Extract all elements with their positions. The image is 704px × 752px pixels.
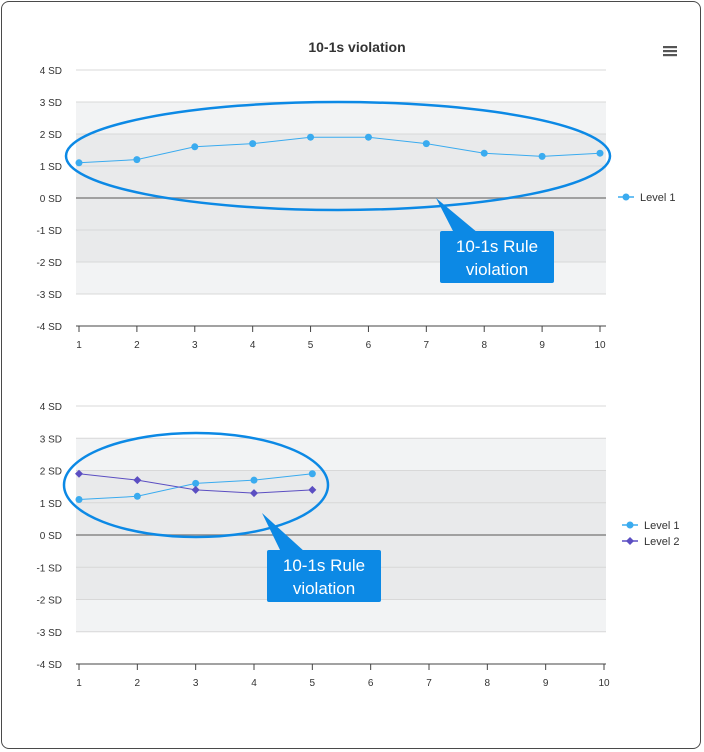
y-tick-label: 2 SD: [39, 466, 62, 478]
data-point: [307, 134, 314, 141]
x-tick-label: 6: [365, 340, 372, 351]
data-point: [133, 156, 140, 163]
y-tick-label: 1 SD: [39, 162, 62, 173]
x-tick-label: 3: [192, 678, 199, 689]
x-tick-label: 1: [76, 678, 82, 689]
y-tick-label: -3 SD: [36, 290, 62, 301]
chart-title: 10-1s violation: [308, 39, 406, 55]
x-tick-label: 3: [191, 340, 198, 351]
data-point: [309, 470, 316, 477]
data-point: [423, 140, 430, 147]
data-point: [539, 153, 546, 160]
x-tick-label: 9: [542, 678, 549, 689]
data-point: [134, 493, 141, 500]
hamburger-menu-icon[interactable]: [663, 46, 677, 56]
callout-text-line: 10-1s Rule: [282, 556, 366, 575]
legend-marker: [623, 194, 630, 201]
x-tick-label: 1: [76, 340, 82, 351]
x-tick-label: 7: [426, 678, 432, 689]
y-tick-label: 4 SD: [39, 402, 62, 413]
y-tick-label: 2 SD: [39, 130, 62, 141]
data-point: [251, 477, 258, 484]
x-tick-label: 5: [307, 340, 314, 351]
y-tick-label: -1 SD: [36, 563, 62, 575]
chart-top: [36, 66, 675, 351]
data-point: [365, 134, 372, 141]
x-tick-label: 6: [367, 678, 374, 689]
x-tick-label: 4: [249, 340, 256, 351]
x-tick-label: 2: [134, 678, 141, 689]
x-tick-label: 5: [309, 678, 316, 689]
sd-band: [76, 438, 606, 470]
legend-marker: [626, 537, 634, 545]
y-tick-label: -1 SD: [36, 226, 62, 237]
y-tick-label: -4 SD: [36, 660, 62, 671]
x-tick-label: 10: [594, 340, 606, 351]
y-tick-label: -4 SD: [36, 322, 62, 333]
callout-text-line: violation: [292, 579, 356, 598]
x-tick-label: 9: [539, 340, 545, 351]
data-point: [76, 159, 83, 166]
data-point: [249, 140, 256, 147]
y-tick-label: 0 SD: [39, 194, 62, 205]
data-point: [481, 150, 488, 157]
y-tick-label: 1 SD: [39, 498, 62, 510]
y-tick-label: 4 SD: [39, 66, 62, 77]
data-point: [191, 143, 198, 150]
legend-marker: [627, 522, 634, 529]
y-tick-label: -2 SD: [36, 258, 62, 269]
x-tick-label: 2: [134, 340, 140, 351]
x-tick-label: 4: [251, 678, 257, 689]
chart-bottom: [36, 402, 679, 689]
y-tick-label: 0 SD: [39, 531, 62, 542]
legend-label: Level 1: [644, 520, 680, 532]
x-tick-label: 8: [481, 340, 488, 351]
x-tick-label: 7: [423, 340, 430, 351]
data-point: [76, 496, 83, 503]
x-tick-label: 8: [484, 678, 491, 689]
callout-text-line: violation: [465, 260, 529, 279]
callout-text-line: 10-1s Rule: [455, 237, 539, 256]
legend-label: Level 1: [640, 192, 676, 204]
x-tick-label: 10: [598, 678, 610, 689]
sd-band: [76, 600, 606, 632]
y-tick-label: -3 SD: [36, 627, 62, 639]
legend-label: Level 2: [644, 536, 680, 548]
y-tick-label: 3 SD: [39, 434, 62, 446]
data-point: [597, 150, 604, 157]
y-tick-label: 3 SD: [39, 98, 62, 109]
y-tick-label: -2 SD: [36, 595, 62, 607]
